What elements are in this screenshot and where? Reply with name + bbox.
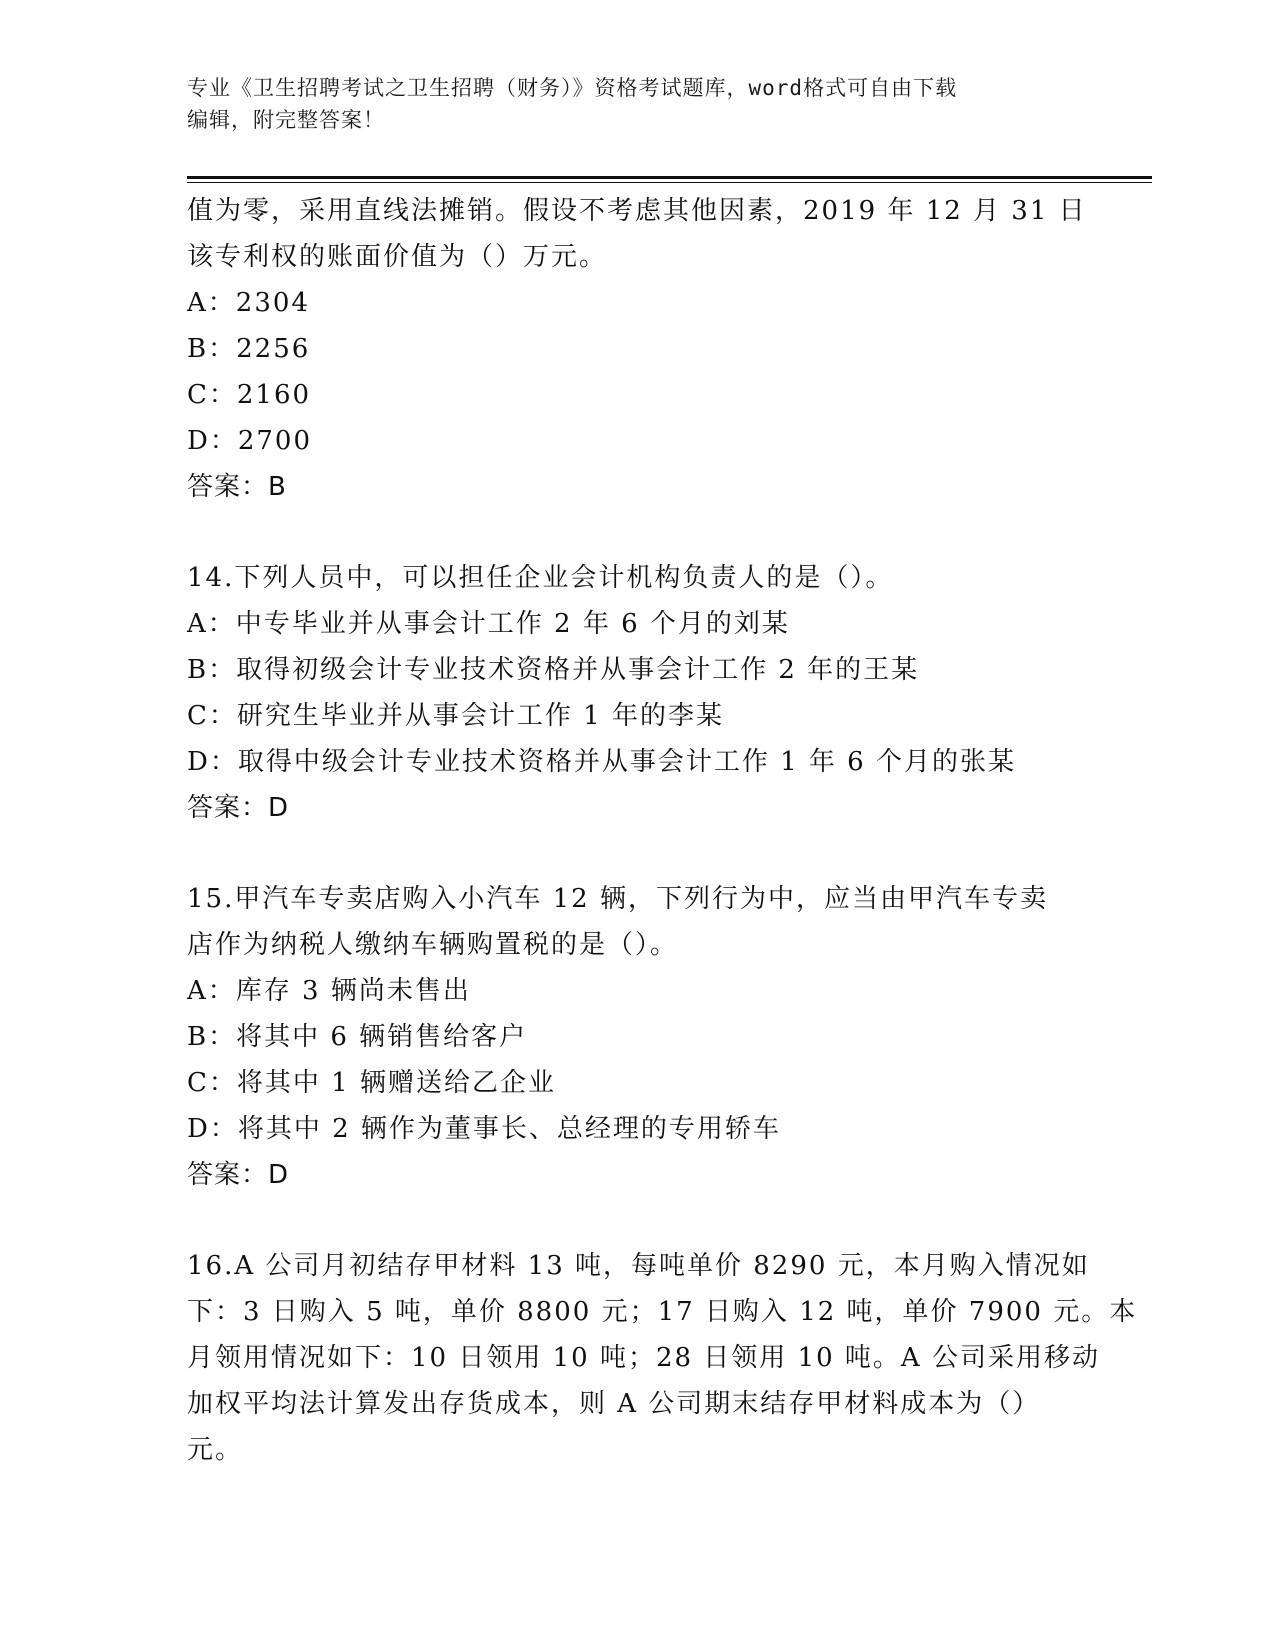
option-b: B：2256 (187, 334, 311, 364)
option-c: C：2160 (187, 380, 312, 410)
question-15 (187, 876, 1087, 1198)
answer-line: 答案：D (187, 1160, 290, 1190)
option-c: C：将其中 1 辆赠送给乙企业 (187, 1068, 556, 1098)
header-divider-thin (187, 182, 1152, 183)
question-gap (187, 1198, 1087, 1243)
option-c: C：研究生毕业并从事会计工作 1 年的李某 (187, 701, 724, 731)
question-stem-line: 月领用情况如下：10 日领用 10 吨；28 日领用 10 吨。A 公司采用移动 (187, 1343, 1100, 1373)
answer-line: 答案：B (187, 472, 287, 502)
question-16 (187, 1243, 1138, 1473)
question-stem-line: 店作为纳税人缴纳车辆购置税的是（）。 (187, 930, 679, 960)
option-a: A：中专毕业并从事会计工作 2 年 6 个月的刘某 (187, 609, 790, 639)
option-b: B：取得初级会计专业技术资格并从事会计工作 2 年的王某 (187, 655, 920, 685)
question-stem-line: 14.下列人员中，可以担任企业会计机构负责人的是（）。 (187, 563, 894, 593)
question-gap (187, 831, 1087, 876)
question-stem-line: 该专利权的账面价值为（）万元。 (187, 242, 608, 272)
header-line-2: 编辑，附完整答案！ (187, 108, 385, 132)
document-body (187, 188, 1138, 1473)
question-stem-line: 16.A 公司月初结存甲材料 13 吨，每吨单价 8290 元，本月购入情况如 (187, 1251, 1090, 1281)
question-stem-line: 15.甲汽车专卖店购入小汽车 12 辆，下列行为中，应当由甲汽车专卖 (187, 884, 1048, 914)
question-stem-line: 值为零，采用直线法摊销。假设不考虑其他因素，2019 年 12 月 31 日 (187, 196, 1087, 226)
answer-line: 答案：D (187, 793, 290, 823)
header-line-1: 专业《卫生招聘考试之卫生招聘（财务）》资格考试题库，word格式可自由下载 (187, 76, 958, 100)
option-d: D：取得中级会计专业技术资格并从事会计工作 1 年 6 个月的张某 (187, 747, 1016, 777)
option-a: A：库存 3 辆尚未售出 (187, 976, 471, 1006)
question-gap (187, 510, 1087, 555)
option-b: B：将其中 6 辆销售给客户 (187, 1022, 528, 1052)
question-stem-line: 元。 (187, 1435, 244, 1465)
option-d: D：将其中 2 辆作为董事长、总经理的专用轿车 (187, 1114, 781, 1144)
document-header (187, 72, 1067, 136)
question-stem-line: 下：3 日购入 5 吨，单价 8800 元；17 日购入 12 吨，单价 7900 元。本 (187, 1297, 1138, 1327)
header-divider-thick (187, 176, 1152, 179)
option-a: A：2304 (187, 288, 310, 318)
question-13 (187, 188, 1087, 510)
question-stem-line: 加权平均法计算发出存货成本，则 A 公司期末结存甲材料成本为（） (187, 1389, 1041, 1419)
option-d: D：2700 (187, 426, 313, 456)
question-14 (187, 555, 1087, 831)
